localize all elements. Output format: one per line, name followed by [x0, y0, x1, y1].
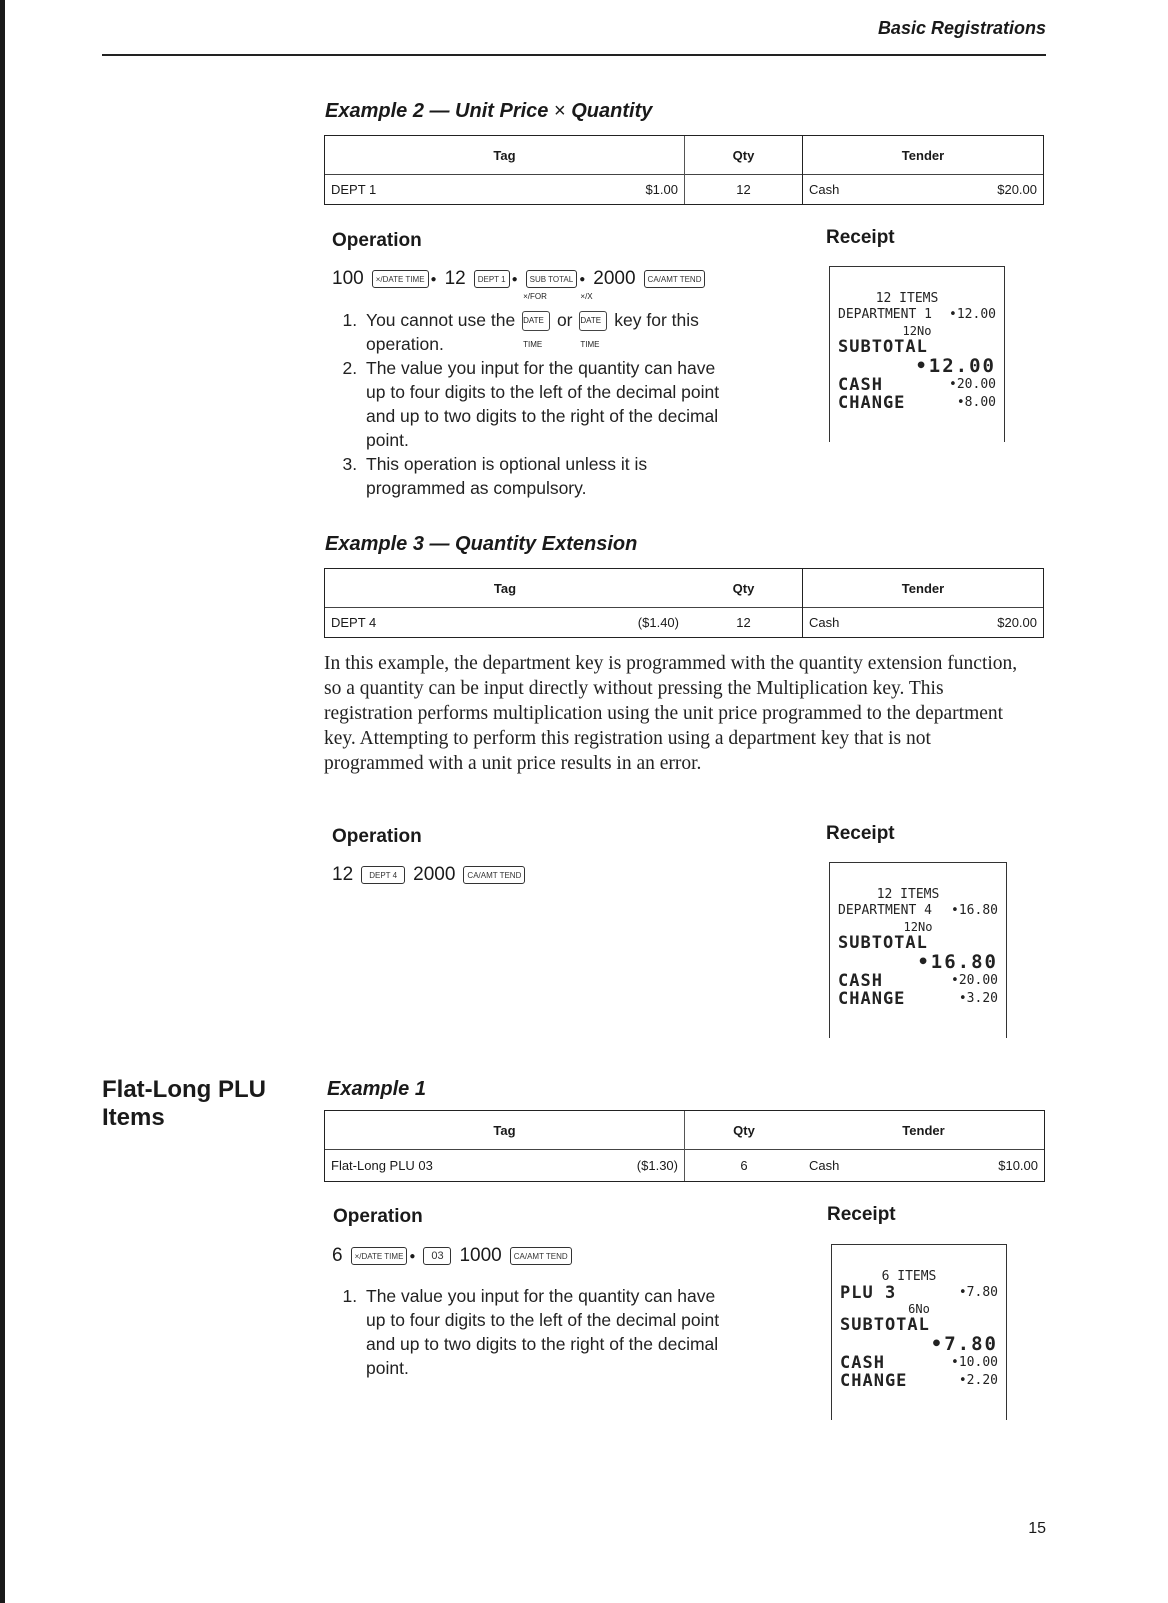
receipt-cash-amount: •20.00	[949, 377, 996, 392]
flat-long-tag-table	[324, 1110, 1045, 1182]
receipt-change-line	[832, 1372, 1006, 1390]
example2-title-suffix: Quantity	[571, 100, 653, 122]
qty-value: 6	[740, 1158, 748, 1173]
cash-amount-tender-key: CA/AMT TEND	[644, 270, 706, 288]
receipt-plu-amount: •7.80	[958, 1285, 998, 1300]
note-text: or	[556, 310, 573, 330]
example3-operation-sequence	[332, 864, 525, 886]
receipt-subtotal-amount: •12.00	[915, 355, 996, 377]
example3-title: Example 3 — Quantity Extension	[325, 533, 638, 555]
tag-row	[325, 1150, 684, 1181]
receipt-dept-line	[830, 902, 1006, 920]
receipt-change-line	[830, 990, 1006, 1008]
tender-amount: $20.00	[997, 182, 1037, 197]
tender-name: Cash	[809, 615, 840, 630]
receipt-change-amount: •8.00	[956, 395, 996, 410]
tender-row	[803, 175, 1043, 204]
receipt-items-count: 12 ITEMS	[875, 291, 939, 306]
receipt-dept-amount: •12.00	[949, 307, 996, 322]
qty-value: 12	[736, 182, 751, 197]
tender-column	[803, 1111, 1044, 1181]
flat-long-example-title: Example 1	[327, 1078, 426, 1100]
receipt-subtotal-amount: •7.80	[930, 1333, 998, 1355]
receipt-dept-amount: •16.80	[951, 903, 998, 918]
tender-row	[803, 608, 1043, 637]
receipt-subtotal-label: SUBTOTAL	[838, 933, 928, 953]
tender-amount: $20.00	[997, 615, 1037, 630]
receipt-subtotal-label: SUBTOTAL	[840, 1315, 930, 1335]
note-item	[362, 292, 732, 356]
multiply-date-time-key: ×/DATE TIME	[351, 1247, 408, 1265]
example3-receipt-label: Receipt	[826, 823, 895, 844]
example2-tag-table	[324, 135, 1044, 205]
flat-long-plu-heading: Flat-Long PLU Items	[102, 1076, 266, 1131]
receipt-cash-label: CASH	[838, 375, 883, 395]
tag-row	[325, 175, 684, 204]
example2-receipt-label: Receipt	[826, 227, 895, 248]
example2-operation-sequence	[332, 268, 705, 290]
flat-long-operation-sequence	[332, 1245, 572, 1267]
receipt-qty-line: 6No	[908, 1302, 930, 1316]
tag-column	[325, 1111, 685, 1181]
example3-receipt	[829, 862, 1007, 1038]
page-header-title: Basic Registrations	[877, 18, 1046, 38]
receipt-cash-line	[832, 1354, 1006, 1372]
press-dot-icon: ●	[430, 273, 437, 285]
receipt-cash-amount: •10.00	[951, 1355, 998, 1370]
tag-name: DEPT 4	[331, 615, 377, 630]
flat-long-receipt	[831, 1244, 1007, 1420]
binding-edge	[0, 0, 5, 1603]
tender-header: Tender	[803, 1111, 1044, 1150]
note-text: You cannot use the	[366, 310, 516, 330]
op-number: 2000	[413, 864, 456, 885]
receipt-cash-line	[830, 376, 1004, 394]
qty-column	[685, 1111, 803, 1181]
receipt-qty-line: 12No	[902, 324, 932, 338]
receipt-plu-line	[832, 1284, 1006, 1302]
example2-title	[325, 100, 652, 123]
tag-column	[325, 136, 685, 204]
tag-row	[325, 608, 685, 637]
example3-paragraph: In this example, the department key is programmed with the quantity extension function, so a quantity can be input directly without pressing the Multiplication key. This registration performs multiplication using the unit price programmed to the department key. Attempting to perform this registration using a department key that is not programmed with a unit price results in an error.	[324, 653, 1018, 774]
tender-row	[803, 1150, 1044, 1181]
multiply-x-date-time-key: ×/X DATE TIME	[579, 311, 607, 331]
op-number: 12	[332, 864, 354, 885]
receipt-subtotal-amount: •16.80	[917, 951, 998, 973]
example2-title-prefix: Example 2 — Unit Price	[325, 100, 549, 122]
tag-name: DEPT 1	[331, 182, 377, 197]
example3-tag-table	[324, 568, 1044, 638]
receipt-change-line	[830, 394, 1004, 412]
tag-header: Tag	[325, 569, 685, 608]
op-number: 6	[332, 1245, 343, 1266]
page-number: 15	[1028, 1520, 1046, 1537]
receipt-change-amount: •3.20	[958, 991, 998, 1006]
op-number: 2000	[593, 268, 636, 289]
example3-operation-label: Operation	[332, 826, 422, 847]
press-dot-icon: ●	[409, 1250, 416, 1262]
receipt-dept-label: DEPARTMENT 4	[838, 903, 932, 918]
note-item: 2. The value you input for the quantity can have up to four digits to the left of the decimal point and up to two digits to the right of the decimal point.	[362, 356, 732, 452]
qty-value: 12	[736, 615, 751, 630]
receipt-items-count: 12 ITEMS	[876, 887, 940, 902]
tender-column	[803, 569, 1043, 637]
op-number: 12	[444, 268, 466, 289]
receipt-dept-label: DEPARTMENT 1	[838, 307, 932, 322]
multiply-for-date-time-key: ×/FOR DATE TIME	[522, 311, 550, 331]
tag-price: ($1.30)	[636, 1158, 678, 1173]
receipt-change-label: CHANGE	[838, 393, 906, 413]
receipt-plu-label: PLU 3	[840, 1283, 897, 1303]
receipt-cash-line	[830, 972, 1006, 990]
op-number: 100	[332, 268, 364, 289]
tag-header: Tag	[325, 136, 684, 175]
tender-name: Cash	[809, 1158, 840, 1173]
note-text: key for this operation.	[366, 310, 699, 354]
tag-price: ($1.40)	[637, 615, 679, 630]
tag-name: Flat-Long PLU 03	[331, 1158, 433, 1173]
note-item: 1. The value you input for the quantity can have up to four digits to the left of the decimal point and up to two digits to the right of the decimal point.	[362, 1284, 732, 1380]
receipt-cash-amount: •20.00	[951, 973, 998, 988]
receipt-dept-line	[830, 306, 1004, 324]
op-number: 1000	[459, 1245, 502, 1266]
receipt-change-label: CHANGE	[840, 1371, 908, 1391]
tender-header: Tender	[803, 136, 1043, 175]
multiply-date-time-key: ×/DATE TIME	[372, 270, 429, 288]
cash-amount-tender-key: CA/AMT TEND	[510, 1247, 572, 1265]
receipt-cash-label: CASH	[840, 1353, 885, 1373]
subtotal-key: SUB TOTAL	[526, 270, 578, 288]
receipt-items-count: 6 ITEMS	[881, 1269, 937, 1284]
qty-header: Qty	[685, 1111, 803, 1150]
press-dot-icon: ●	[579, 273, 586, 285]
tag-header: Tag	[325, 1111, 684, 1150]
tender-column	[803, 136, 1043, 204]
example2-notes	[330, 292, 732, 500]
dept-4-key: DEPT 4	[361, 866, 405, 884]
receipt-change-label: CHANGE	[838, 989, 906, 1009]
receipt-subtotal-label: SUBTOTAL	[838, 337, 928, 357]
tender-header: Tender	[803, 569, 1043, 608]
cash-amount-tender-key: CA/AMT TEND	[463, 866, 525, 884]
dept-1-key: DEPT 1	[474, 270, 510, 288]
example2-operation-label: Operation	[332, 230, 422, 251]
example2-receipt	[829, 266, 1005, 442]
plu-03-key: 03	[423, 1247, 451, 1265]
tag-price: $1.00	[645, 182, 678, 197]
header-rule	[102, 54, 1046, 56]
qty-header: Qty	[685, 136, 802, 175]
flat-long-operation-label: Operation	[333, 1206, 423, 1227]
tender-amount: $10.00	[998, 1158, 1038, 1173]
note-item: 3. This operation is optional unless it is programmed as compulsory.	[362, 452, 732, 500]
flat-long-notes	[330, 1284, 732, 1380]
times-symbol: ×	[553, 100, 566, 122]
press-dot-icon: ●	[511, 273, 518, 285]
tender-name: Cash	[809, 182, 840, 197]
receipt-qty-line: 12No	[903, 920, 933, 934]
receipt-change-amount: •2.20	[958, 1373, 998, 1388]
qty-column	[685, 569, 803, 637]
receipt-cash-label: CASH	[838, 971, 883, 991]
qty-header: Qty	[685, 569, 802, 608]
qty-column	[685, 136, 803, 204]
flat-long-receipt-label: Receipt	[827, 1204, 896, 1225]
tag-column	[325, 569, 685, 637]
